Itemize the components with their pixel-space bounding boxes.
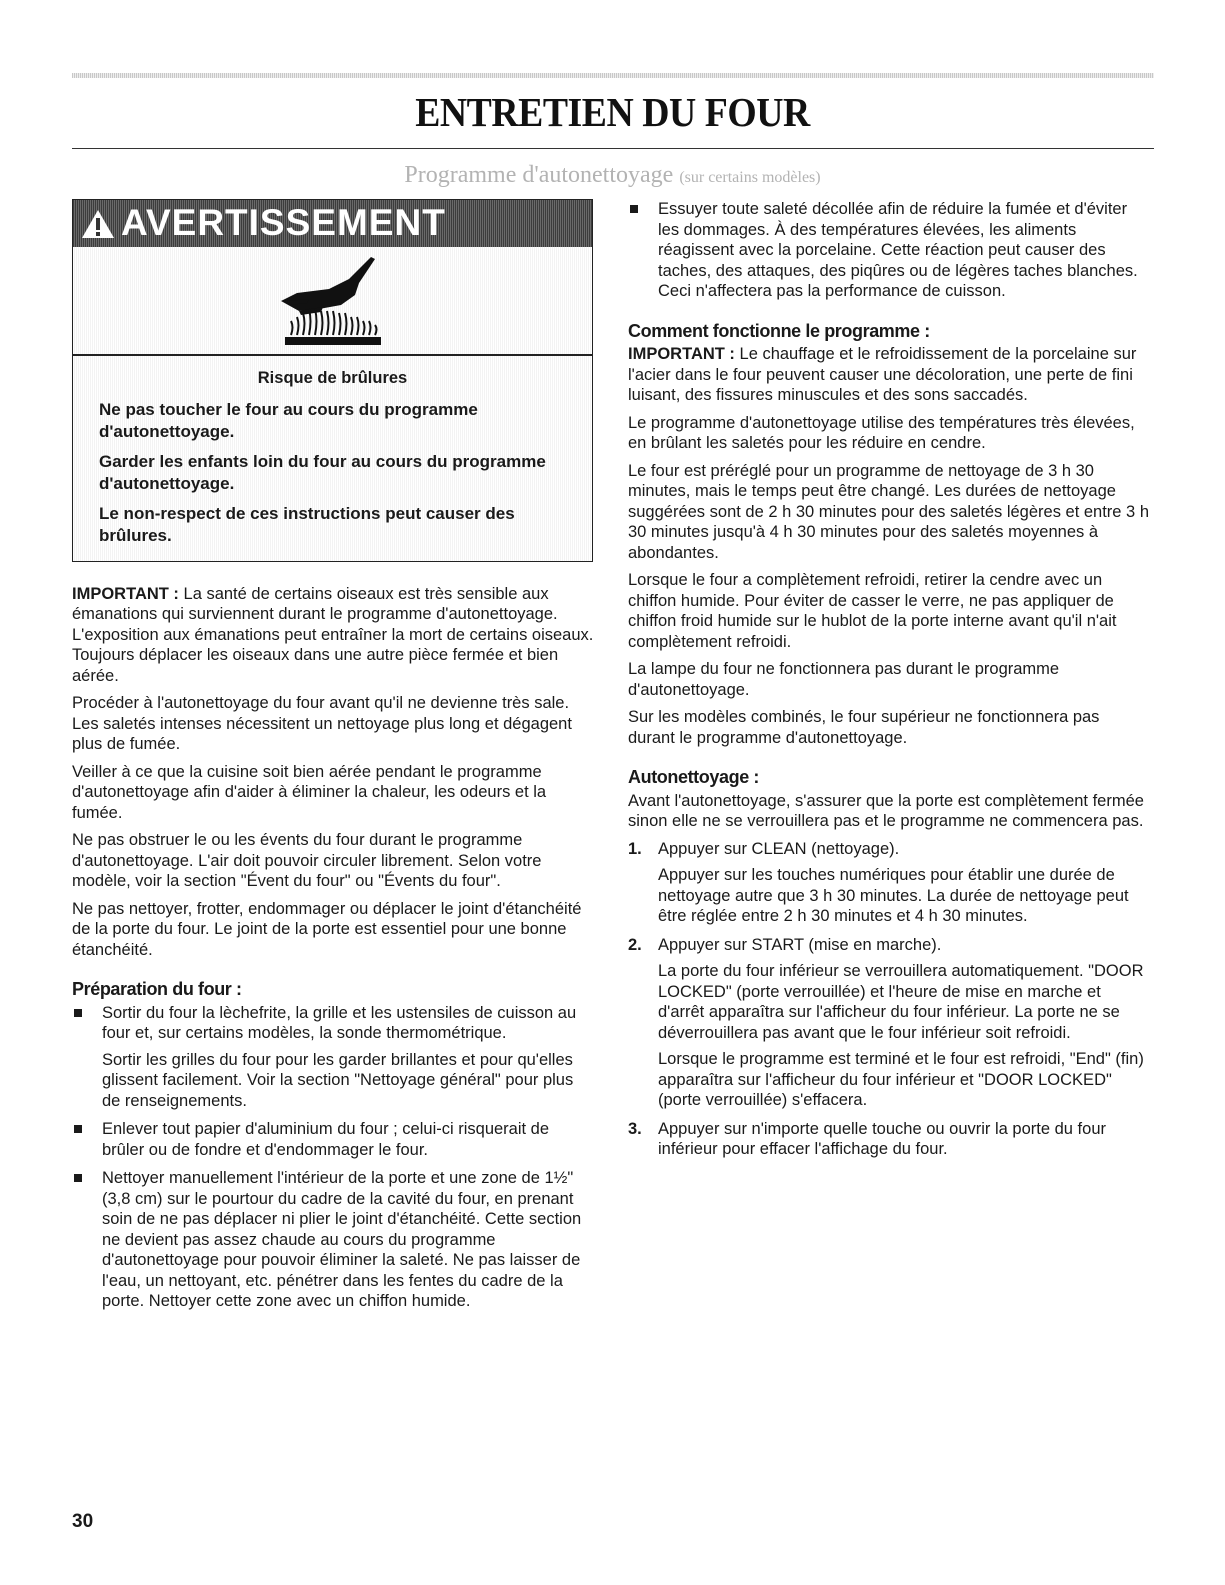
warning-body: [73, 356, 592, 561]
step-detail: Lorsque le programme est terminé et le four est refroidi, "End" (fin) apparaîtra sur l'afficheur du four inférieur et "DOOR LOCKED" (porte verrouillée) s'effacera.: [658, 1050, 1144, 1109]
warning-line: Le non-respect de ces instructions peut causer des brûlures.: [99, 503, 515, 545]
self-clean-steps: [628, 839, 1150, 1160]
list-item-text: Enlever tout papier d'aluminium du four ; celui-ci risquerait de brûler ou de fondre et d'endommager le four.: [102, 1120, 550, 1159]
step-text: Appuyer sur START (mise en marche).: [658, 935, 942, 954]
paragraph: Le programme d'autonettoyage utilise des températures très élevées, en brûlant les saletés pour les réduire en cendre.: [628, 413, 1135, 452]
important-text: Le chauffage et le refroidissement de la porcelaine sur l'acier dans le four peuvent causer une décoloration, une perte de fini luisant, des fissures minuscules et des sons saccadés.: [628, 345, 1137, 404]
warning-header: [73, 200, 592, 247]
paragraph: Veiller à ce que la cuisine soit bien aérée pendant le programme d'autonettoyage afin d'aider à éliminer la chaleur, les odeurs et la fumée.: [72, 762, 547, 822]
warning-icon-area: [73, 247, 592, 356]
step-number: 1.: [628, 839, 642, 858]
warning-box: [72, 199, 593, 562]
list-item: [72, 1003, 594, 1112]
left-column: [72, 199, 594, 1320]
paragraph: La lampe du four ne fonctionnera pas durant le programme d'autonettoyage.: [628, 660, 1060, 699]
step-item: [628, 839, 1150, 927]
step-text: Appuyer sur CLEAN (nettoyage).: [658, 839, 900, 858]
bullet-square-icon: [74, 1174, 82, 1182]
important-porcelain-paragraph: [628, 344, 1150, 406]
paragraph: Ne pas obstruer le ou les évents du four durant le programme d'autonettoyage. L'air doit pouvoir circuler librement. Selon votre modèle, voir la section "Évent du four" ou "Évents du four".: [72, 831, 542, 890]
subtitle-note: (sur certains modèles): [679, 169, 821, 186]
list-item-text: Essuyer toute saleté décollée afin de réduire la fumée et d'éviter les dommages. À des températures élevées, les aliments réagissent avec la porcelaine. Cette réaction peut causer des taches, des attaques, des piqûres ou de légères taches blanches. Ceci n'affectera pas la performance de cuisson.: [658, 200, 1138, 300]
self-clean-heading: Autonettoyage :: [628, 767, 759, 787]
step-detail: La porte du four inférieur se verrouillera automatiquement. "DOOR LOCKED" (porte verrouillée) et l'heure de mise en marche et d'arrêt apparaîtra sur l'afficheur du four inférieur. La porte ne se déverrouillera pas avant que le four inférieur soit refroidi.: [658, 962, 1144, 1042]
paragraph: Avant l'autonettoyage, s'assurer que la porte est complètement fermée sinon elle ne se verrouillera pas et le programme ne commencera pas.: [628, 791, 1144, 830]
paragraph: Le four est préréglé pour un programme de nettoyage de 3 h 30 minutes, mais le temps peut être changé. Les durées de nettoyage suggérées sont de 2 h 30 minutes pour des saletés légères et entre 3 h 30 minutes jusqu'à 4 h 30 minutes pour des saletés moyennes à abondantes.: [628, 461, 1149, 562]
step-item: [628, 935, 1150, 1111]
list-item: [72, 1168, 594, 1312]
bullet-square-icon: [630, 205, 638, 213]
how-it-works-heading: Comment fonctionne le programme :: [628, 320, 930, 341]
page-number: 30: [72, 1511, 94, 1532]
page-title: ENTRETIEN DU FOUR: [415, 89, 810, 135]
paragraph: Procéder à l'autonettoyage du four avant qu'il ne devienne très sale. Les saletés intenses nécessitent un nettoyage plus long et dégagent plus de fumée.: [72, 694, 572, 753]
important-label: IMPORTANT :: [72, 584, 179, 603]
list-item-continuation: Sortir les grilles du four pour les garder brillantes et pour qu'elles glissent facilement. Voir la section "Nettoyage général" pour plus de renseignements.: [102, 1050, 574, 1110]
right-column: [628, 199, 1150, 1168]
warning-line: Garder les enfants loin du four au cours du programme d'autonettoyage.: [99, 451, 546, 493]
bullet-square-icon: [74, 1125, 82, 1133]
top-decorative-rule: [72, 73, 1154, 78]
warning-line: Ne pas toucher le four au cours du programme d'autonettoyage.: [99, 399, 478, 441]
list-item-text: Sortir du four la lèchefrite, la grille et les ustensiles de cuisson au four et, sur certains modèles, la sonde thermométrique.: [102, 1003, 577, 1042]
list-item: [628, 199, 1150, 302]
step-item: [628, 1119, 1150, 1160]
hot-surface-hand-icon: [279, 255, 389, 347]
cleaning-note-list: [628, 199, 1150, 302]
preparation-list: [72, 1003, 594, 1312]
warning-title: AVERTISSEMENT: [121, 202, 446, 244]
preparation-heading: Préparation du four :: [72, 979, 242, 999]
warning-risk-title: Risque de brûlures: [257, 369, 408, 387]
title-divider: [72, 148, 1154, 149]
important-label: IMPORTANT :: [628, 345, 735, 363]
subtitle-main: Programme d'autonettoyage: [404, 162, 674, 188]
warning-triangle-icon: [81, 209, 115, 239]
important-text: La santé de certains oiseaux est très sensible aux émanations qui surviennent durant le programme d'autonettoyage. L'exposition aux émanations peut entraîner la mort de certains oiseaux. Toujours déplacer les oiseaux dans une autre pièce fermée et bien aérée.: [72, 584, 594, 685]
step-number: 3.: [628, 1119, 642, 1138]
paragraph: Lorsque le four a complètement refroidi, retirer la cendre avec un chiffon humide. Pour éviter de casser le verre, ne pas appliquer de chiffon froid humide sur le hublot de la porte interne avant qu'il n'ait complètement refroidi.: [628, 571, 1117, 651]
section-subtitle: [0, 162, 1225, 191]
important-birds-paragraph: [72, 584, 594, 687]
bullet-square-icon: [74, 1009, 82, 1017]
paragraph: Ne pas nettoyer, frotter, endommager ou déplacer le joint d'étanchéité de la porte du four. Le joint de la porte est essentiel pour une bonne étanchéité.: [72, 899, 582, 959]
step-number: 2.: [628, 935, 642, 954]
paragraph: Sur les modèles combinés, le four supérieur ne fonctionnera pas durant le programme d'autonettoyage.: [628, 708, 1100, 747]
step-text: Appuyer sur n'importe quelle touche ou ouvrir la porte du four inférieur pour effacer l'affichage du four.: [658, 1119, 1106, 1158]
list-item: [72, 1119, 594, 1160]
step-detail: Appuyer sur les touches numériques pour établir une durée de nettoyage autre que 3 h 30 minutes. La durée de nettoyage peut être réglée entre 2 h 30 minutes et 4 h 30 minutes.: [658, 866, 1129, 925]
list-item-text: Nettoyer manuellement l'intérieur de la porte et une zone de 1½" (3,8 cm) sur le pourtour du cadre de la cavité du four, en prenant soin de ne pas déplacer ni plier le joint d'étanchéité. Cette section ne devient pas assez chaude au cours du programme d'autonettoyage pour pouvoir éliminer la saleté. Ne pas laisser de l'eau, un nettoyant, etc. pénétrer dans les fentes du cadre de la porte. Nettoyer cette zone avec un chiffon humide.: [102, 1169, 582, 1310]
